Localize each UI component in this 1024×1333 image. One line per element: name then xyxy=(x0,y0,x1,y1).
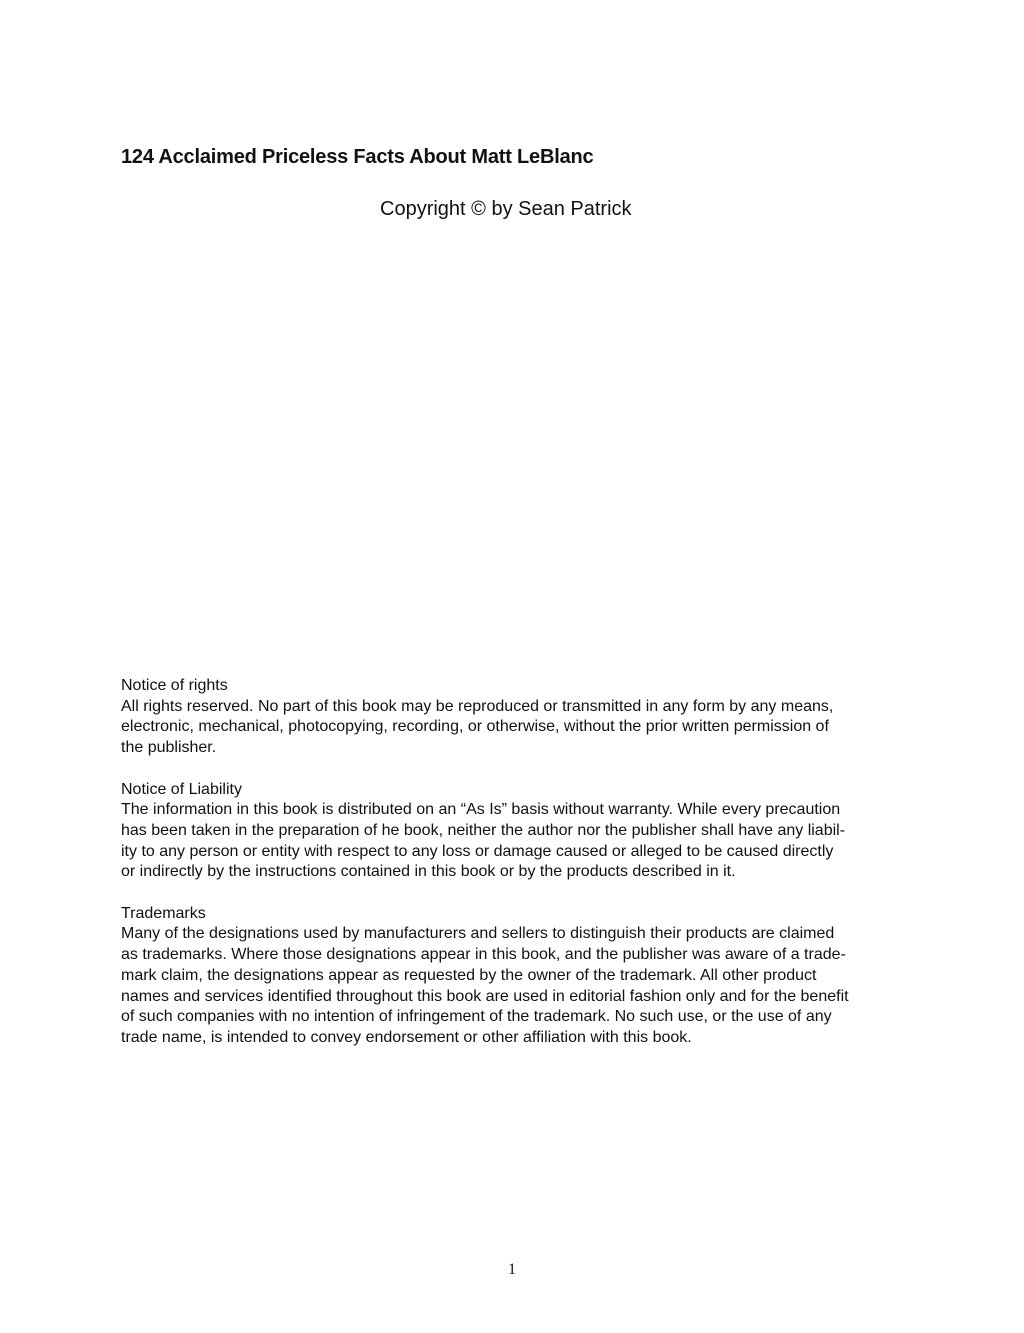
notice-heading: Notice of rights xyxy=(121,677,228,694)
notice-text-line: All rights reserved. No part of this book may be reproduced or transmitted in any form by any means, xyxy=(121,697,834,715)
page-number: 1 xyxy=(508,1261,516,1278)
notice-text-line: names and services identified throughout this book are used in editorial fashion only and for the benefit xyxy=(121,987,849,1005)
book-title: 124 Acclaimed Priceless Facts About Matt LeBlanc xyxy=(121,146,594,168)
notice-text-line: as trademarks. Where those designations appear in this book, and the publisher was aware of a trade- xyxy=(121,946,846,964)
notice-text-line: The information in this book is distributed on an “As Is” basis without warranty. While every precaution xyxy=(121,801,841,819)
legal-notices xyxy=(121,676,911,1069)
notice-text-line: the publisher. xyxy=(121,739,217,757)
notice-heading: Notice of Liability xyxy=(121,780,242,798)
notice-text-line: ity to any person or entity with respect to any loss or damage caused or alleged to be caused directly xyxy=(121,842,834,860)
notice-text-line: electronic, mechanical, photocopying, recording, or otherwise, without the prior written permission of xyxy=(121,718,829,736)
notice-text-line: of such companies with no intention of infringement of the trademark. No such use, or the use of any xyxy=(121,1008,832,1026)
notice-text-line: trade name, is intended to convey endorsement or other affiliation with this book. xyxy=(121,1028,692,1046)
notice-text-line: mark claim, the designations appear as requested by the owner of the trademark. All other product xyxy=(121,966,817,984)
notice-text-line: or indirectly by the instructions contained in this book or by the products described in it. xyxy=(121,863,736,881)
notice-text-line: has been taken in the preparation of he book, neither the author nor the publisher shall have any liabil- xyxy=(121,821,846,839)
copyright-line: Copyright © by Sean Patrick xyxy=(380,198,632,220)
notice-heading: Trademarks xyxy=(121,904,206,922)
trademarks-notice xyxy=(121,904,911,1049)
notice-of-rights xyxy=(121,676,911,759)
notice-text-line: Many of the designations used by manufacturers and sellers to distinguish their products are claimed xyxy=(121,925,835,943)
notice-of-liability xyxy=(121,780,911,884)
